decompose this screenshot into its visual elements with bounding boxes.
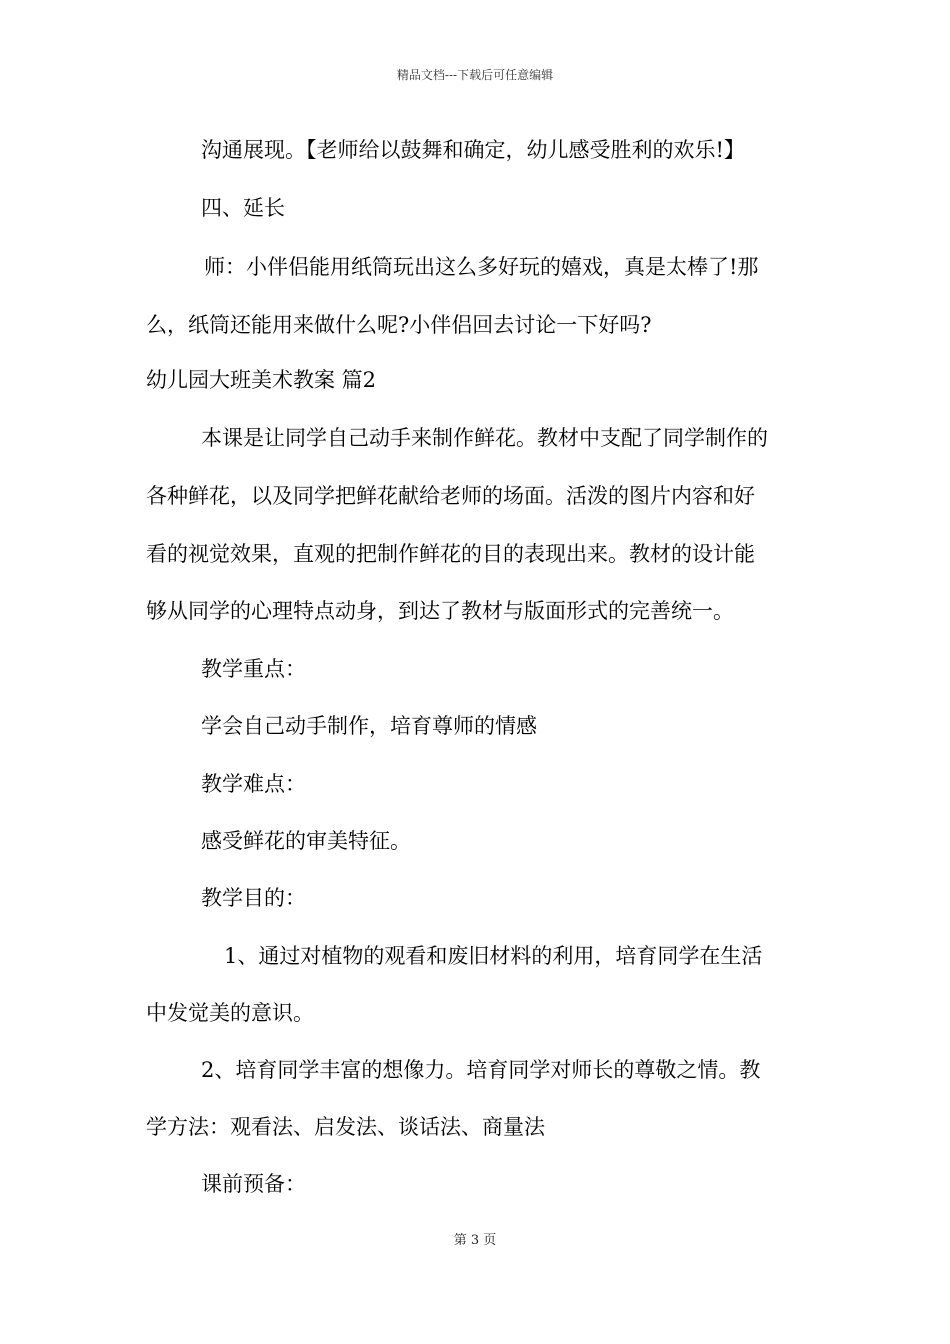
list-item-line: 2、培育同学丰富的想像力。培育同学对师长的尊敬之情。教	[201, 1058, 761, 1082]
paragraph-line: 本课是让同学自己动手来制作鲜花。教材中支配了同学制作的	[201, 426, 768, 450]
paragraph-line: 看的视觉效果，直观的把制作鲜花的目的表现出来。教材的设计能	[146, 542, 755, 566]
page-header: 精品文档---下载后可任意编辑	[396, 68, 554, 82]
paragraph-line: 师：小伴侣能用纸筒玩出这么多好玩的嬉戏，真是太棒了!那	[204, 255, 759, 279]
list-item-line: 中发觉美的意识。	[146, 1001, 314, 1025]
page-number: 第 3 页	[453, 1233, 497, 1248]
subheading: 课前预备：	[201, 1172, 306, 1196]
section-heading: 四、延长	[201, 196, 285, 220]
paragraph-line: 么，纸筒还能用来做什么呢?小伴侣回去讨论一下好吗?	[146, 313, 652, 337]
paragraph-line: 沟通展现。【老师给以鼓舞和确定，幼儿感受胜利的欢乐!】	[201, 138, 745, 162]
subheading: 教学难点：	[201, 772, 306, 796]
paragraph-line: 各种鲜花，以及同学把鲜花献给老师的场面。活泼的图片内容和好	[146, 484, 755, 508]
subheading: 教学重点：	[201, 657, 306, 681]
section-title: 幼儿园大班美术教案 篇2	[146, 368, 377, 392]
paragraph-line: 感受鲜花的审美特征。	[201, 829, 411, 853]
list-item-line: 1、通过对植物的观看和废旧材料的利用，培育同学在生活	[224, 944, 763, 968]
subheading: 教学目的：	[201, 886, 306, 910]
list-item-line: 学方法：观看法、启发法、谈话法、商量法	[146, 1115, 545, 1139]
paragraph-line: 够从同学的心理特点动身，到达了教材与版面形式的完善统一。	[146, 599, 734, 623]
paragraph-line: 学会自己动手制作，培育尊师的情感	[201, 714, 537, 738]
